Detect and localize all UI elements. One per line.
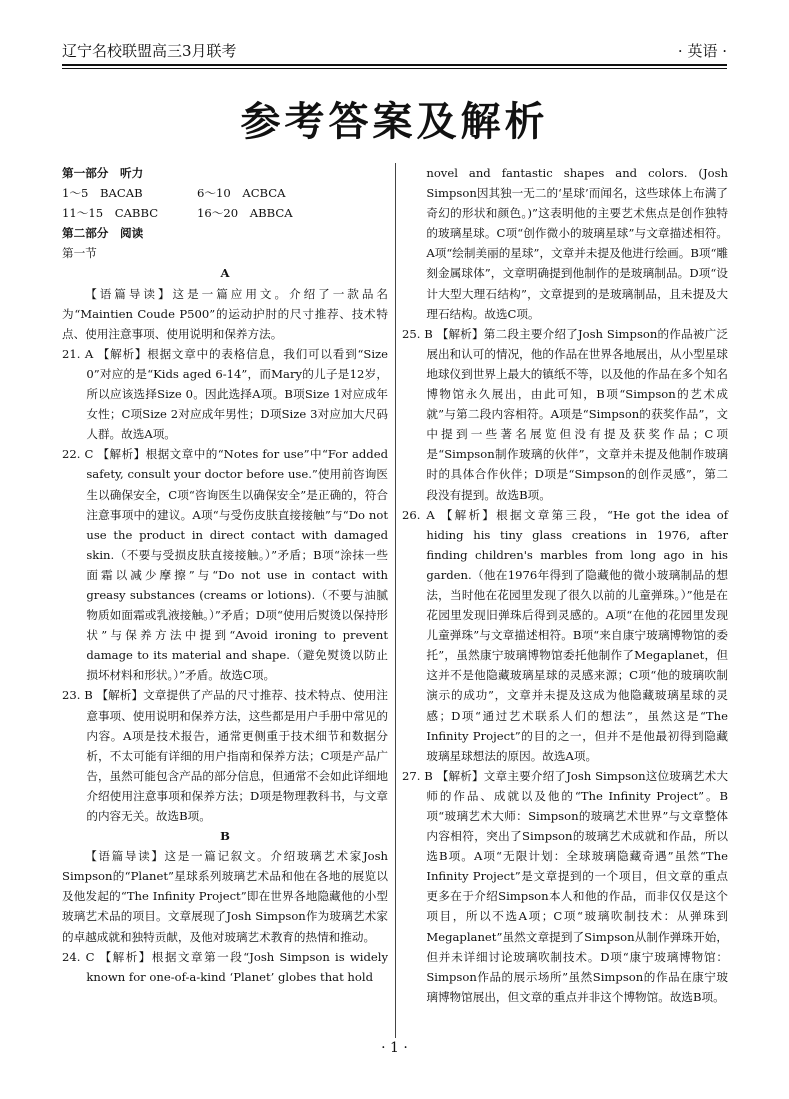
subject-label: · 英语 · xyxy=(677,42,727,60)
passage-a-label: A xyxy=(220,266,230,281)
part2-heading: 第二部分 阅读 xyxy=(62,226,144,241)
answer-24-start: 24. C 【解析】根据文章第一段“Josh Simpson is widely known for one-of-a-kind ‘Planet’ globes that hold xyxy=(62,949,388,984)
left-column xyxy=(62,163,388,987)
passage-b-label: B xyxy=(220,829,230,844)
header-rule-thin xyxy=(62,68,727,69)
guide-a: 【语篇导读】这是一篇应用文。介绍了一款品名为“Maintien Coude P500”的运动护肘的尺寸推荐、技术特点、使用注意事项、使用说明和保养方法。 xyxy=(62,286,388,341)
answer-cell: 1～5 BACAB xyxy=(62,186,143,201)
exam-name: 辽宁名校联盟高三3月联考 xyxy=(62,42,237,60)
answer-row xyxy=(62,203,388,223)
answer-cell: 11～15 CABBC xyxy=(62,206,159,221)
section-label: 第一节 xyxy=(62,246,97,261)
page-header xyxy=(62,40,727,70)
right-column xyxy=(402,163,728,1007)
answer-cell: 6～10 ACBCA xyxy=(197,186,286,201)
header-rule xyxy=(62,64,727,66)
guide-b: 【语篇导读】这是一篇记叙文。介绍玻璃艺术家Josh Simpson的“Planet”星球系列玻璃艺术品和他在各地的展览以及他发起的“The Infinity Project”即在世界各地隐藏他的小型玻璃艺术品的项目。文章展现了Josh Simpson作为玻璃艺术家的卓越成就和独特贡献，及他对玻璃艺术教育的热情和推动。 xyxy=(62,849,388,944)
answer-27: 27. B 【解析】文章主要介绍了Josh Simpson这位玻璃艺术大师的作品、成就以及他的“The Infinity Project”。B项“玻璃艺术大师：Simpson的玻璃艺术世界”与文章整体内容相符，突出了Simpson的玻璃艺术成就和作品，所以选B项。A项“无限计划：全球玻璃隐藏奇遇”虽然“The Infinity Project”是文章提到的一个项目，但文章的重点更多在于介绍Simpson本人和他的作品，而非仅仅是这个项目，所以不选A项；C项“玻璃吹制技术：从弹珠到Megaplanet”虽然文章提到了Simpson从制作弹珠开始，但并未详细讨论玻璃吹制技术。D项“康宁玻璃博物馆：Simpson作品的展示场所”虽然Simpson的作品在康宁玻璃博物馆展出，但文章的重点并非这个博物馆。故选B项。 xyxy=(402,768,728,1004)
column-divider xyxy=(395,163,396,1038)
answer-23: 23. B 【解析】文章提供了产品的尺寸推荐、技术特点、使用注意事项、使用说明和保养方法，这些都是用户手册中常见的内容。A项是技术报告，通常更侧重于技术细节和数据分析，不太可能有详细的用户指南和保养方法；C项是产品广告，虽然可能包含产品的部分信息，但通常不会如此详细地介绍使用注意事项和保养方法；D项是物理教科书，与文章的内容无关。故选B项。 xyxy=(62,688,388,823)
answer-24-cont: novel and fantastic shapes and colors. (Josh Simpson因其独一无二的‘星球’而闻名，这些球体上布满了奇幻的形状和颜色。)”这表明他的主要艺术焦点是创作独特的玻璃星球。C项“创作微小的玻璃星球”与文章描述相符。A项“绘制美丽的星球”，文章并未提及他进行绘画。B项“雕刻金属球体”，文章明确提到他制作的是玻璃制品。D项“设计大型大理石结构”，文章提到的是玻璃制品，且未提及大理石结构。故选C项。 xyxy=(426,166,728,321)
page-title: 参考答案及解析 xyxy=(240,99,549,145)
answer-26: 26. A 【解析】根据文章第三段，“He got the idea of hiding his tiny glass creations in 1976, after finding children's marbles from long ago in his garden.（他在1976年得到了隐藏他的微小玻璃制品的想法，当时他在花园里发现了很久以前的儿童弹珠。）”他是在花园里发现旧弹珠后得到灵感的。A项“在他的花园里发现儿童弹珠”与文章描述相符。B项“来自康宁玻璃博物馆的委托”，虽然康宁玻璃博物馆委托他制作了Megaplanet，但这并不是他隐藏玻璃星球的灵感来源；C项“他的玻璃吹制演示的成功”，文章并未提及这成为他隐藏玻璃星球的灵感；D项“通过艺术联系人们的想法”，虽然这是“The Infinity Project”的目的之一，但并不是他最初得到隐藏玻璃星球想法的原因。故选A项。 xyxy=(402,507,728,763)
part1-heading: 第一部分 听力 xyxy=(62,166,144,180)
answer-25: 25. B 【解析】第二段主要介绍了Josh Simpson的作品被广泛展出和认可的情况，他的作品在世界各地展出，从小型星球地球仪到世界上最大的镇纸不等，以及他的作品在多个知名博物馆永久展出，由此可知，B项“Simpson的艺术成就”与第二段内容相符。A项是“Simpson的获奖作品”，文中提到一些著名展览但没有提及获奖作品；C项是“Simpson制作玻璃的伙伴”，文章并未提及他制作玻璃时的具体合作伙伴；D项是“Simpson的创作灵感”，第二段没有提到。故选B项。 xyxy=(402,326,728,502)
answer-22: 22. C 【解析】根据文章中的“Notes for use”中“For added safety, consult your doctor before use.”使用前咨询医生以确保安全，C项“咨询医生以确保安全”是正确的，符合注意事项中的建议。A项“与受伤皮肤直接接触”与“Do not use the product in direct contact with damaged skin.（不要与受损皮肤直接接触。）”矛盾；B项“涂抹一些面霜以减少摩擦”与“Do not use in contact with greasy substances (creams or lotions).（不要与油腻物质如面霜或乳液接触。）”矛盾；D项“使用后熨烫以保持形状”与保养方法中提到“Avoid ironing to prevent damage to its material and shape.（避免熨烫以防止损坏材料和形状。）”矛盾。故选C项。 xyxy=(62,447,388,683)
answer-row xyxy=(62,183,388,203)
answer-cell: 16～20 ABBCA xyxy=(197,206,293,221)
page-number: · 1 · xyxy=(381,1040,408,1056)
answer-21: 21. A 【解析】根据文章中的表格信息，我们可以看到“Size 0”对应的是“Kids aged 6-14”，而Mary的儿子是12岁，所以应该选择Size 0。因此选择A项。B项Size 1对应成年女性；C项Size 2对应成年男性；D项Size 3对应加大尺码人群。故选A项。 xyxy=(62,346,388,442)
